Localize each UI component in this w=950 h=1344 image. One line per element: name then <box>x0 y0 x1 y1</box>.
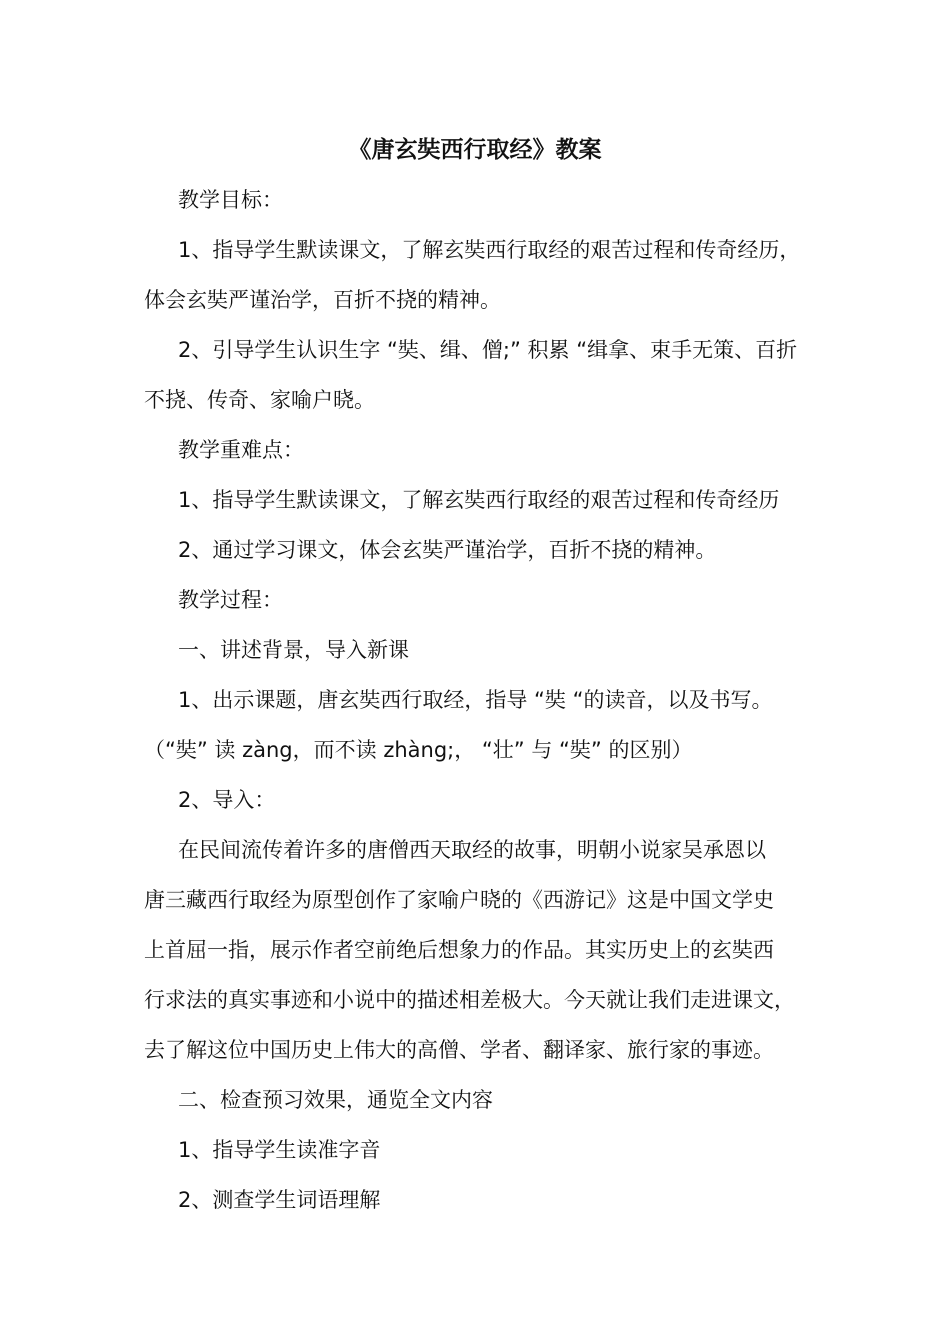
section-heading-process: 教学过程： <box>178 588 283 612</box>
process-part-2-step-1: 1、指导学生读准字音 <box>178 1138 381 1162</box>
process-part-2-heading: 二、检查预习效果，通览全文内容 <box>178 1088 493 1112</box>
objective-1-line-2: 体会玄奘严谨治学，百折不挠的精神。 <box>144 288 501 312</box>
process-step-1-line-2: （“奘” 读 zàng，而不读 zhàng;， “壮” 与 “奘” 的区别） <box>144 738 693 762</box>
intro-paragraph-line-3: 上首屈一指，展示作者空前绝后想象力的作品。其实历史上的玄奘西 <box>144 938 774 962</box>
process-step-1-line-1: 1、出示课题，唐玄奘西行取经，指导 “奘 “的读音，以及书写。 <box>178 688 773 712</box>
intro-paragraph-line-4: 行求法的真实事迹和小说中的描述相差极大。今天就让我们走进课文， <box>144 988 795 1012</box>
key-point-2: 2、通过学习课文，体会玄奘严谨治学，百折不挠的精神。 <box>178 538 717 562</box>
process-part-2-step-2: 2、测查学生词语理解 <box>178 1188 381 1212</box>
process-part-1-heading: 一、讲述背景，导入新课 <box>178 638 409 662</box>
intro-paragraph-line-1: 在民间流传着许多的唐僧西天取经的故事，明朝小说家吴承恩以 <box>178 838 766 862</box>
objective-2-line-2: 不挠、传奇、家喻户晓。 <box>144 388 375 412</box>
objective-1-line-1: 1、指导学生默读课文，了解玄奘西行取经的艰苦过程和传奇经历， <box>178 238 801 262</box>
process-step-2: 2、导入： <box>178 788 276 812</box>
objective-2-line-1: 2、引导学生认识生字 “奘、缉、僧;” 积累 “缉拿、束手无策、百折 <box>178 338 798 362</box>
intro-paragraph-line-2: 唐三藏西行取经为原型创作了家喻户晓的《西游记》这是中国文学史 <box>144 888 774 912</box>
intro-paragraph-line-5: 去了解这位中国历史上伟大的高僧、学者、翻译家、旅行家的事迹。 <box>144 1038 774 1062</box>
document-title: 《唐玄奘西行取经》教案 <box>348 137 602 163</box>
section-heading-key-points: 教学重难点： <box>178 438 304 462</box>
key-point-1: 1、指导学生默读课文，了解玄奘西行取经的艰苦过程和传奇经历 <box>178 488 780 512</box>
section-heading-objectives: 教学目标： <box>178 188 283 212</box>
